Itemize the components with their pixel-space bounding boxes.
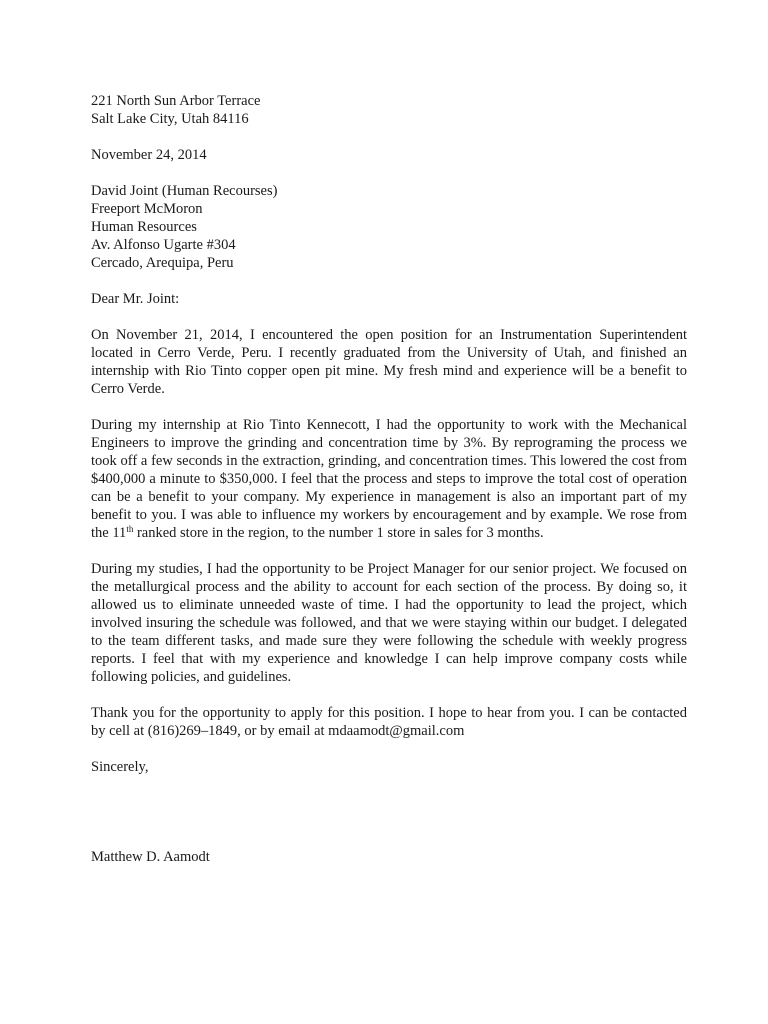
recipient-name: David Joint (Human Recourses): [91, 183, 278, 199]
cover-letter: [91, 92, 687, 866]
recipient-department: Human Resources: [91, 219, 197, 235]
sender-city: Salt Lake City, Utah 84116: [91, 111, 249, 127]
recipient-address: [91, 182, 687, 272]
recipient-company: Freeport McMoron: [91, 201, 203, 217]
sender-address: [91, 92, 687, 128]
paragraph-studies: During my studies, I had the opportunity to be Project Manager for our senior project. We focused on the metallurgical process and the ability to account for each section of the process. By doing so, it allowed us to eliminate unneeded waste of time. I had the opportunity to lead the project, which involved insuring the schedule was followed, and that we were staying within our budget. I delegated to the team different tasks, and made sure they were following the schedule with weekly progress reports. I feel that with my experience and knowledge I can help improve company costs while following policies, and guidelines.: [91, 561, 687, 685]
salutation: Dear Mr. Joint:: [91, 291, 180, 307]
paragraph-contact: Thank you for the opportunity to apply for this position. I hope to hear from you. I can be contacted by cell at (816)269–1849, or by email at mdaamodt@gmail.com: [91, 705, 687, 739]
recipient-street: Av. Alfonso Ugarte #304: [91, 237, 236, 253]
sender-street: 221 North Sun Arbor Terrace: [91, 93, 261, 109]
signature-name: Matthew D. Aamodt: [91, 849, 210, 865]
paragraph-internship: [91, 416, 687, 542]
recipient-city: Cercado, Arequipa, Peru: [91, 255, 234, 271]
letter-date: November 24, 2014: [91, 147, 207, 163]
ordinal-suffix: th: [126, 524, 134, 534]
paragraph-internship-text: During my internship at Rio Tinto Kennecott, I had the opportunity to work with the Mechanical Engineers to improve the grinding and concentration time by 3%. By reprograming the process we took off a few seconds in the extraction, grinding, and concentration times. This lowered the cost from $400,000 a minute to $350,000. I feel that the process and steps to improve the total cost of operation can be a benefit to your company. My experience in management is also an important part of my benefit to you. I was able to influence my workers by encouragement and by example. We rose from the 11: [91, 417, 687, 541]
paragraph-intro: On November 21, 2014, I encountered the open position for an Instrumentation Superintendent located in Cerro Verde, Peru. I recently graduated from the University of Utah, and finished an internship with Rio Tinto copper open pit mine. My fresh mind and experience will be a benefit to Cerro Verde.: [91, 327, 687, 397]
closing: Sincerely,: [91, 759, 149, 775]
paragraph-internship-text-end: ranked store in the region, to the number 1 store in sales for 3 months.: [133, 525, 544, 541]
